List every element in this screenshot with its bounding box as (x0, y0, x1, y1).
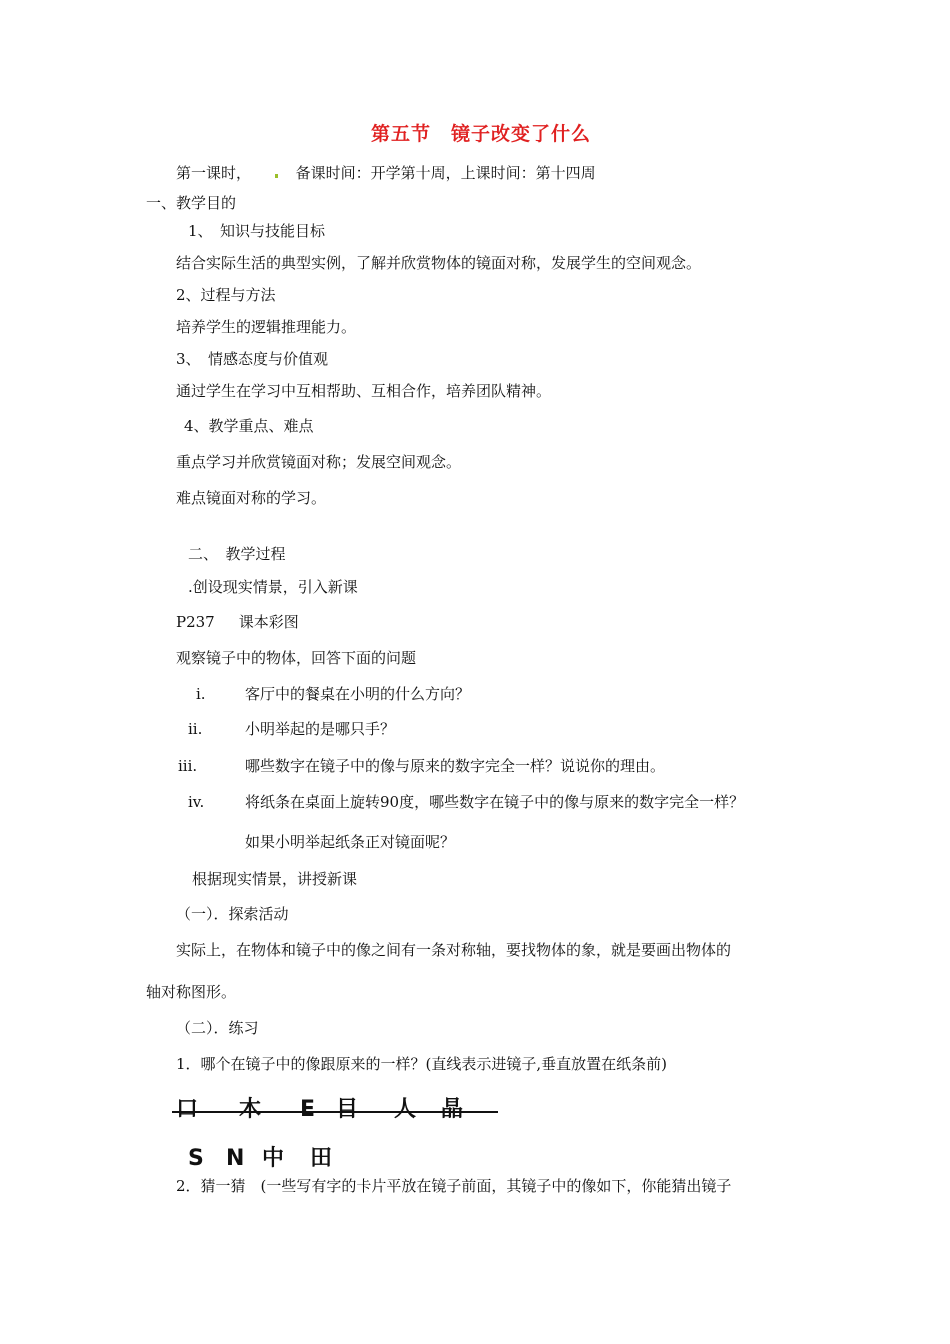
question-number: ii. (188, 720, 203, 738)
decorative-mark (275, 174, 278, 178)
s1-item1-heading: 1、 知识与技能目标 (188, 222, 326, 240)
teach-new: 根据现实情景，讲授新课 (192, 870, 358, 888)
s1-item2-text: 培养学生的逻辑推理能力。 (176, 318, 357, 336)
s1-item3-heading: 3、 情感态度与价值观 (176, 350, 329, 368)
glyph-char: S (188, 1146, 204, 1171)
glyph-char: 木 (239, 1097, 262, 1122)
question-text: 将纸条在桌面上旋转90度，哪些数字在镜子中的像与原来的数字完全一样？ (245, 793, 745, 811)
glyph-char: N (226, 1146, 245, 1171)
question-number: iii. (178, 757, 198, 775)
practice-question-1: 1．哪个在镜子中的像跟原来的一样？(直线表示进镜子,垂直放置在纸条前) (176, 1055, 668, 1073)
s2-p237 (176, 612, 299, 632)
explore-text-continued: 轴对称图形。 (146, 983, 237, 1001)
glyph-char: 中 (262, 1146, 285, 1171)
header-lesson: 第一课时， (176, 164, 252, 182)
practice-heading: （二）．练习 (176, 1019, 259, 1037)
s2-observe: 观察镜子中的物体，回答下面的问题 (176, 649, 417, 667)
explore-text: 实际上，在物体和镜子中的像之间有一条对称轴，要找物体的象，就是要画出物体的 (176, 941, 732, 959)
glyph-char: 晶 (441, 1097, 464, 1122)
s1-item2-heading: 2、过程与方法 (176, 286, 276, 304)
s1-item3-text: 通过学生在学习中互相帮助、互相合作，培养团队精神。 (176, 382, 552, 400)
s1-item4-heading: 4、教学重点、难点 (184, 417, 314, 435)
question-text: 小明举起的是哪只手？ (245, 720, 396, 738)
glyph-char: 人 (394, 1097, 417, 1122)
s1-item4-text2: 难点镜面对称的学习。 (176, 489, 327, 507)
s1-item4-text1: 重点学习并欣赏镜面对称；发展空间观念。 (176, 453, 462, 471)
page-ref: P237 (176, 613, 215, 631)
document-title: 第五节 镜子改变了什么 (371, 123, 592, 145)
explore-heading: （一）．探索活动 (176, 905, 289, 923)
question-text: 哪些数字在镜子中的像与原来的数字完全一样？说说你的理由。 (245, 757, 666, 775)
glyph-char: E (300, 1097, 316, 1122)
question-number: i. (196, 685, 206, 703)
page-ref-desc: 课本彩图 (238, 613, 299, 631)
glyph-char: 口 (176, 1097, 199, 1122)
section1-heading: 一、教学目的 (146, 194, 237, 212)
question-number: iv. (188, 793, 205, 811)
header-line (176, 163, 596, 183)
question-text-continued: 如果小明举起纸条正对镜面呢？ (245, 833, 456, 851)
s2-intro: .创设现实情景，引入新课 (188, 578, 358, 596)
question-text: 客厅中的餐桌在小明的什么方向？ (245, 685, 471, 703)
glyph-char: 目 (336, 1097, 359, 1122)
header-schedule: 备课时间：开学第十周，上课时间：第十四周 (295, 164, 596, 182)
section2-heading: 二、 教学过程 (188, 545, 286, 563)
glyph-char: 田 (310, 1146, 333, 1171)
s1-item1-text: 结合实际生活的典型实例，了解并欣赏物体的镜面对称，发展学生的空间观念。 (176, 254, 702, 272)
practice-question-2: 2．猜一猜 (一些写有字的卡片平放在镜子前面，其镜子中的像如下，你能猜出镜子 (176, 1177, 732, 1195)
